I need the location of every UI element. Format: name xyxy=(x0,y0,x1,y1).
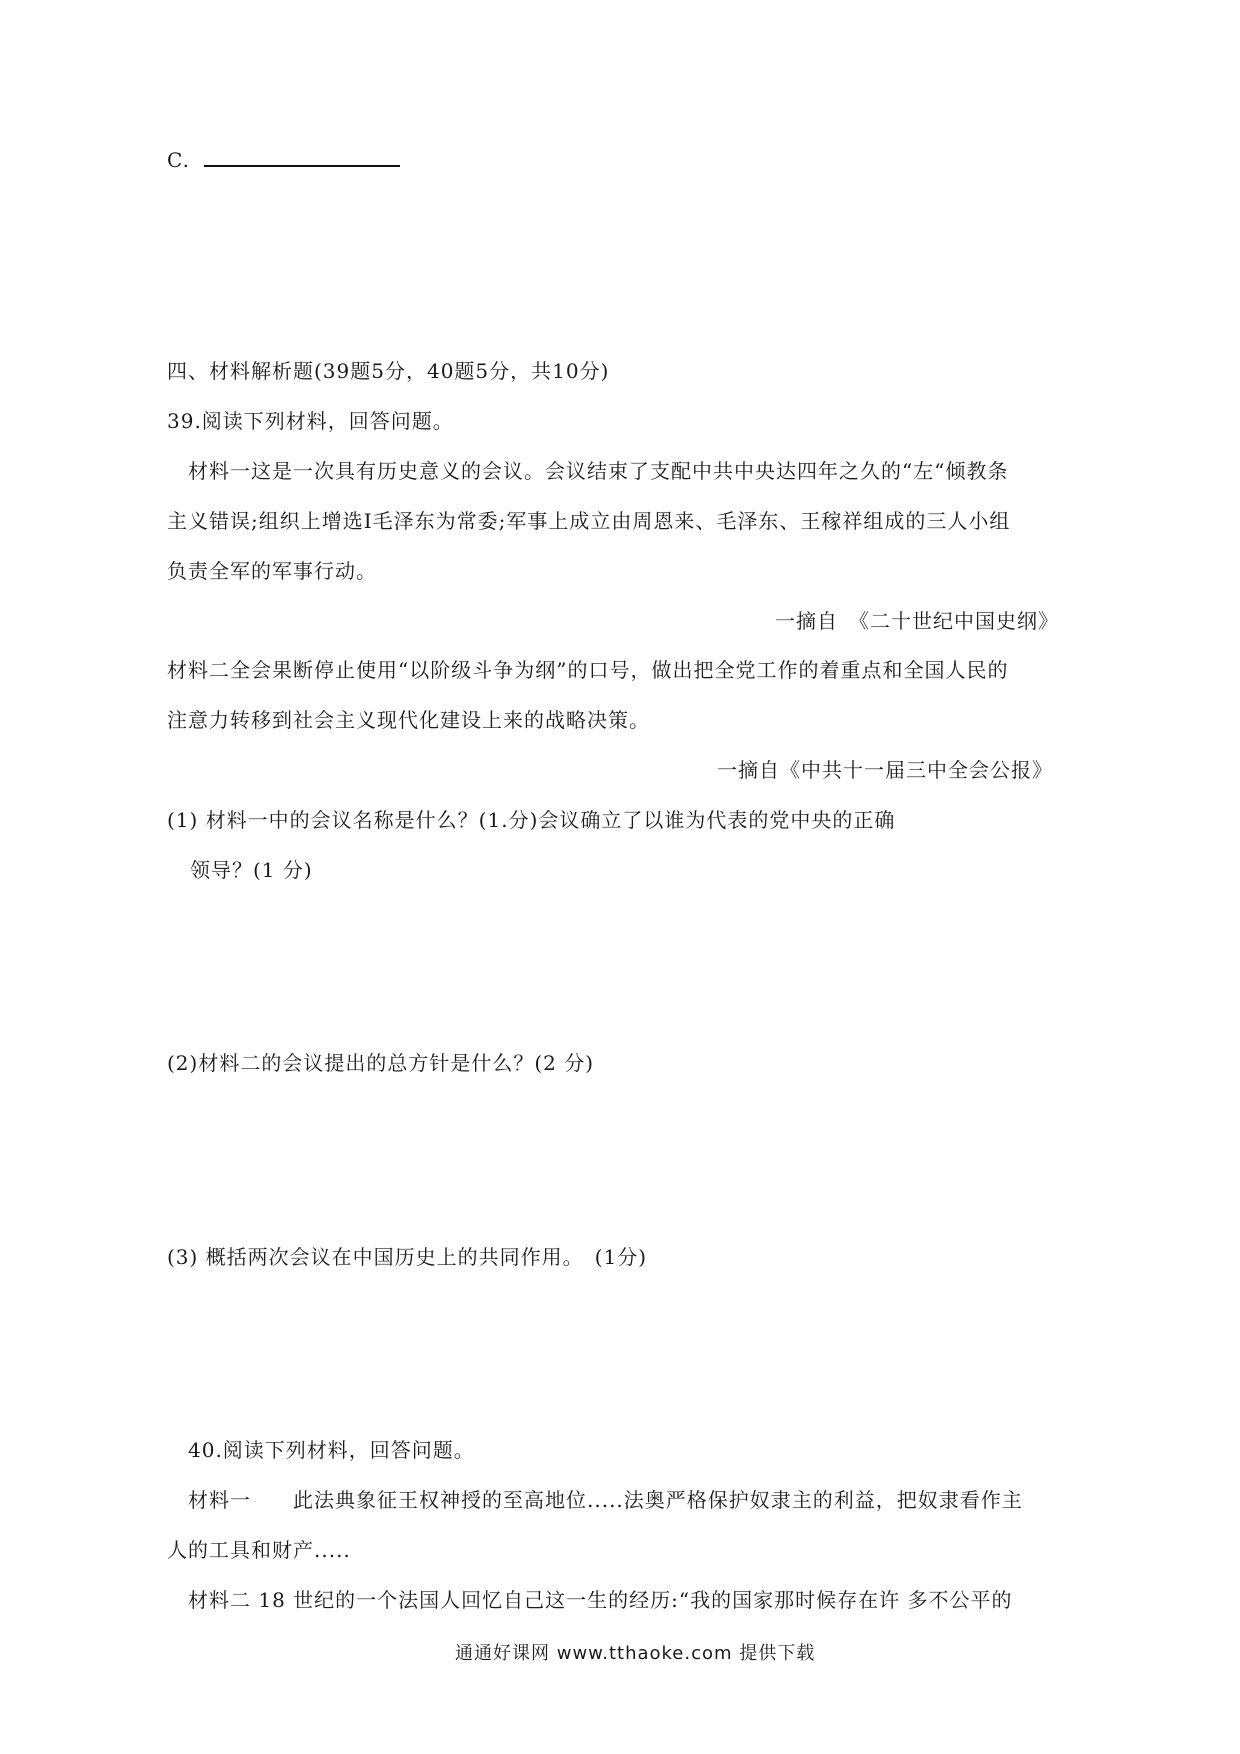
q40-material1-line1: 材料一 此法典象征王权神授的至高地位.....法奥严格保护奴隶主的利益，把奴隶看作主 xyxy=(188,1488,1023,1512)
q39-source1: 一摘自 《二十世纪中国史纲》 xyxy=(775,609,1059,633)
answer-blank[interactable] xyxy=(204,147,400,167)
q39-source2: 一摘自《中共十一届三中全会公报》 xyxy=(717,758,1053,782)
option-c-label: C. xyxy=(167,148,190,172)
q39-material1-line1: 材料一这是一次具有历史意义的会议。会议结束了支配中共中央达四年之久的“左“倾教条 xyxy=(188,459,1009,483)
page-footer: 通通好课网 www.tthaoke.com 提供下载 xyxy=(455,1643,816,1664)
q39-material2-line2: 注意力转移到社会主义现代化建设上来的战略决策。 xyxy=(167,708,650,732)
q39-question2: (2)材料二的会议提出的总方针是什么？(2 分) xyxy=(167,1051,595,1075)
q40-material1-line2: 人的工具和财产..... xyxy=(167,1538,351,1562)
q39-material2-line1: 材料二全会果断停止使用“以阶级斗争为纲”的口号，做出把全党工作的着重点和全国人民的 xyxy=(167,658,1009,682)
q39-question1-line2: 领导？(1 分) xyxy=(190,858,313,882)
q39-question1-line1: (1) 材料一中的会议名称是什么？(1.分)会议确立了以谁为代表的党中央的正确 xyxy=(167,808,896,832)
option-c xyxy=(167,146,400,174)
q39-material1-line3: 负责全军的军事行动。 xyxy=(167,559,377,583)
q40-intro: 40.阅读下列材料，回答问题。 xyxy=(188,1438,475,1462)
q40-material2-line1: 材料二 18 世纪的一个法国人回忆自己这一生的经历:“我的国家那时候存在许 多不公平的 xyxy=(188,1588,1013,1612)
q39-intro: 39.阅读下列材料，回答问题。 xyxy=(167,409,454,433)
section-heading: 四、材料解析题(39题5分，40题5分，共10分) xyxy=(167,359,610,383)
q39-material1-line2: 主义错误;组织上增选I毛泽东为常委;军事上成立由周恩来、毛泽东、王稼祥组成的三人小组 xyxy=(167,509,1011,533)
q39-question3: (3) 概括两次会议在中国历史上的共同作用。 (1分) xyxy=(167,1245,648,1269)
